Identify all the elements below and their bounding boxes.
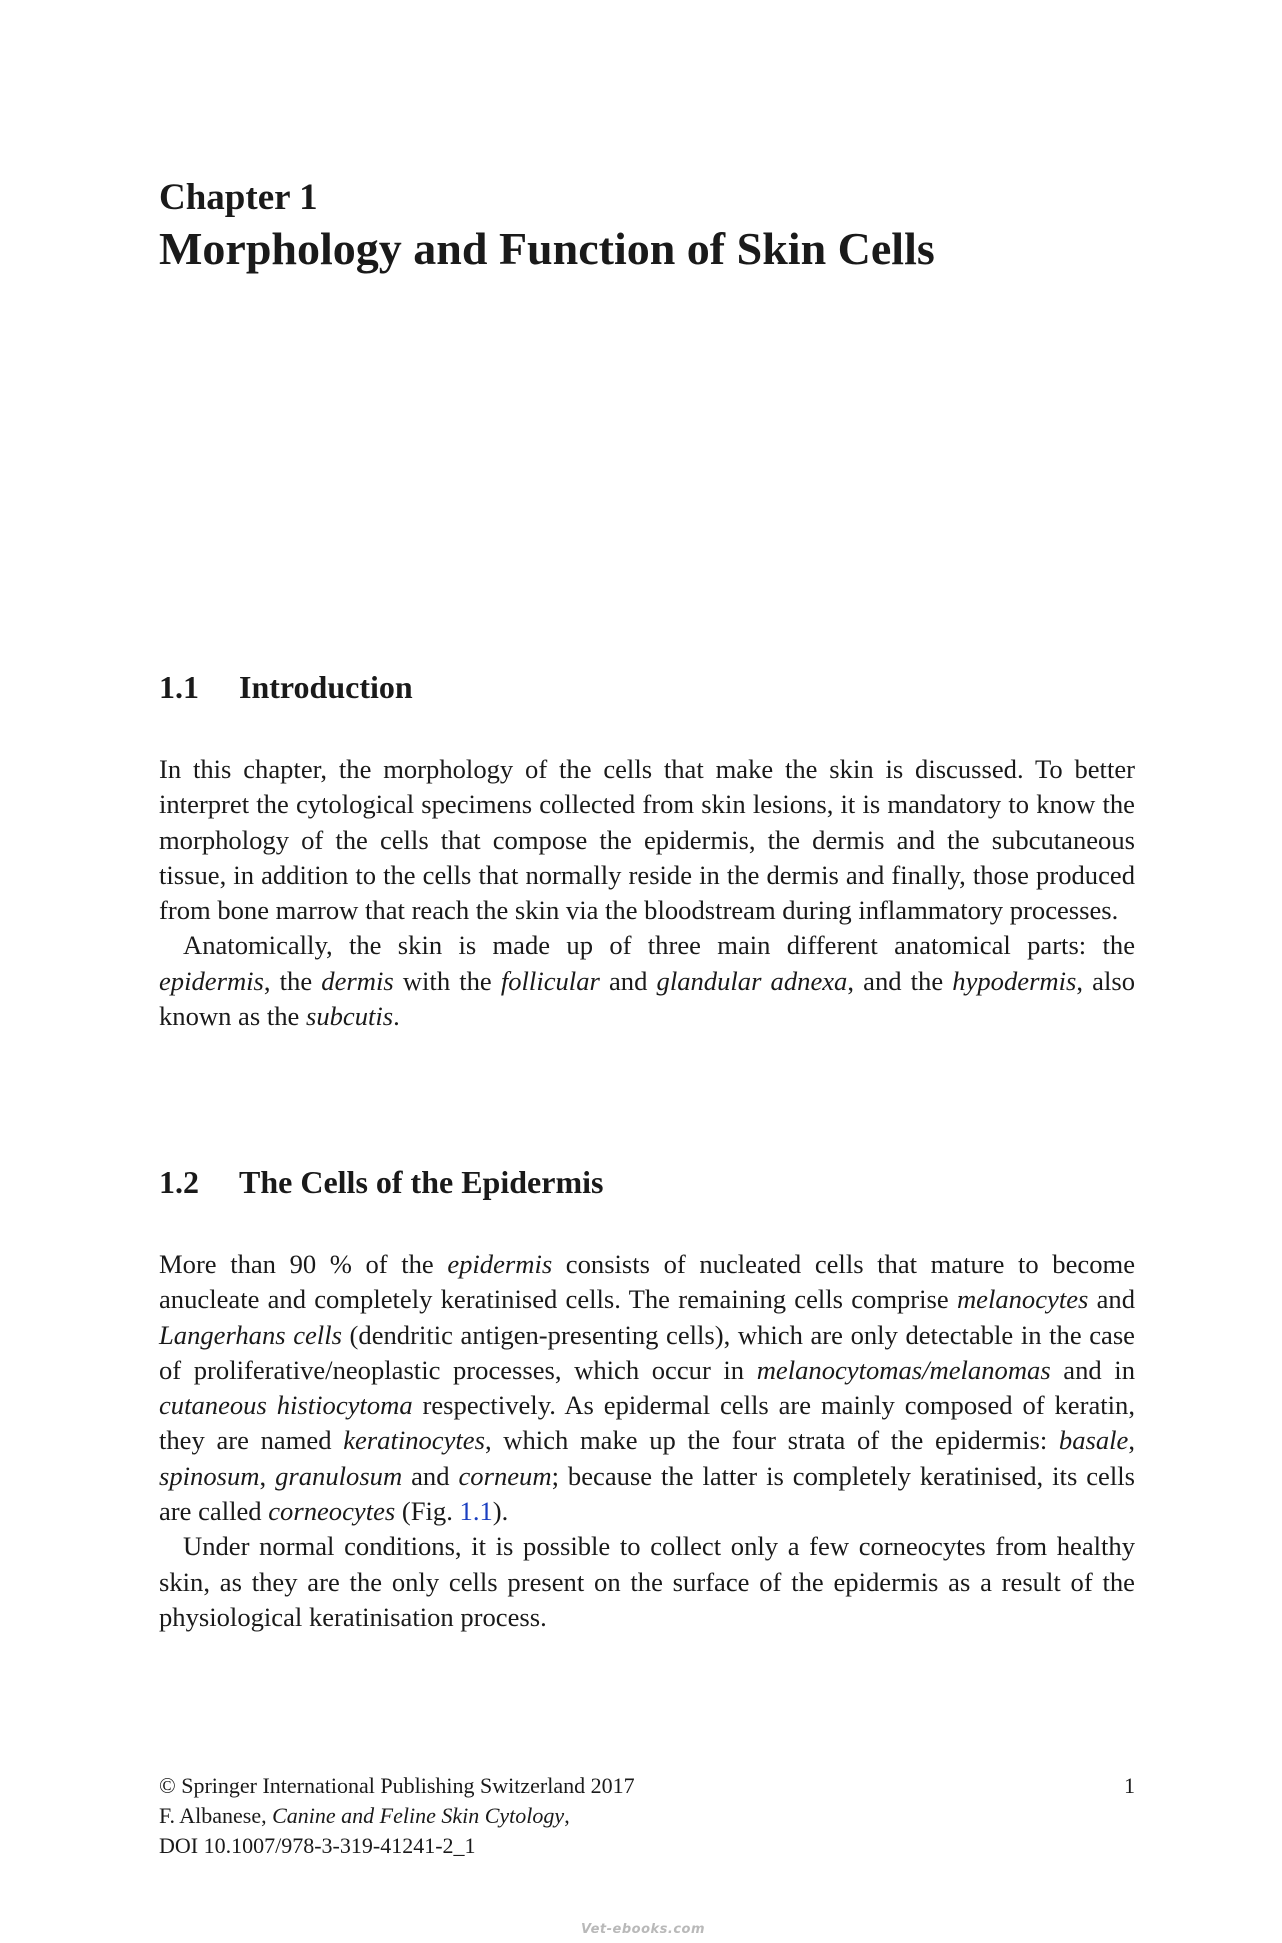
section-body-epidermis bbox=[159, 1247, 1135, 1635]
body-paragraph bbox=[159, 1529, 1135, 1635]
italic-term: epidermis bbox=[447, 1249, 553, 1279]
section-heading-introduction bbox=[159, 667, 413, 707]
watermark-logo: Vet-ebooks.com bbox=[581, 1922, 706, 1937]
doi-line: DOI 10.1007/978-3-319-41241-2_1 bbox=[159, 1833, 476, 1858]
citation-line bbox=[159, 1801, 1135, 1831]
section-title: The Cells of the Epidermis bbox=[239, 1164, 604, 1200]
text-run: Anatomically, the skin is made up of three main different anatomical parts: the bbox=[183, 930, 1135, 961]
text-run: , the bbox=[263, 965, 322, 996]
text-run: , which make up the four strata of the epidermis: bbox=[484, 1425, 1059, 1456]
italic-term: melanocytes bbox=[956, 1284, 1089, 1315]
italic-term: Langerhans cells bbox=[159, 1319, 342, 1350]
text-run: . bbox=[393, 1001, 400, 1032]
body-paragraph bbox=[159, 1247, 1135, 1529]
text-run: ; because the latter is completely keratinised, its cells are called bbox=[159, 1460, 1135, 1527]
section-number: 1.1 bbox=[159, 669, 199, 705]
citation-author: F. Albanese, bbox=[159, 1803, 273, 1828]
text-run: (dendritic antigen-presenting cells), which are only detectable in the case of proliferative/neoplastic processes, which occur in bbox=[159, 1319, 1135, 1385]
figure-reference-link[interactable]: 1.1 bbox=[459, 1496, 493, 1527]
text-run: More than 90 % of the bbox=[159, 1249, 448, 1279]
italic-term: glandular adnexa bbox=[656, 965, 848, 996]
italic-term: keratinocytes bbox=[343, 1425, 485, 1456]
text-run: and bbox=[1088, 1284, 1135, 1315]
chapter-label: Chapter 1 bbox=[159, 177, 318, 218]
section-number: 1.2 bbox=[159, 1164, 199, 1200]
text-run: (Fig. bbox=[395, 1496, 460, 1527]
text-run: and in bbox=[1050, 1354, 1135, 1385]
text-run: , bbox=[1128, 1425, 1135, 1456]
italic-term: subcutis bbox=[305, 1001, 394, 1032]
italic-term: corneocytes bbox=[268, 1496, 396, 1527]
italic-term: corneum bbox=[458, 1460, 552, 1491]
text-run: and bbox=[402, 1460, 459, 1491]
italic-term: spinosum bbox=[159, 1460, 260, 1491]
text-run: consists of nucleated cells that mature to become anucleate and completely keratinised cells. The remaining cells comprise bbox=[159, 1249, 1135, 1315]
italic-term: melanocytomas/melanomas bbox=[756, 1354, 1051, 1385]
text-run: ). bbox=[492, 1496, 509, 1527]
section-title: Introduction bbox=[239, 669, 413, 705]
text-run: , and the bbox=[847, 965, 953, 996]
text-run: Under normal conditions, it is possible to collect only a few corneocytes from healthy skin, as they are the only cells present on the surface of the epidermis as a result of the physiological keratinisation process. bbox=[159, 1531, 1135, 1632]
italic-term: cutaneous histiocytoma bbox=[159, 1390, 413, 1421]
text-run: In this chapter, the morphology of the cells that make the skin is discussed. To better interpret the cytological specimens collected from skin lesions, it is mandatory to know the morphology of the cells that compose the epidermis, the dermis and the subcutaneous tissue, in addition to the cells that normally reside in the dermis and finally, those produced from bone marrow that reach the skin via the bloodstream during inflammatory processes. bbox=[159, 754, 1135, 926]
text-run: , also known as the bbox=[159, 965, 1135, 1032]
italic-term: epidermis bbox=[159, 965, 264, 996]
copyright-line: © Springer International Publishing Switzerland 2017 bbox=[159, 1773, 635, 1798]
italic-term: follicular bbox=[500, 965, 600, 996]
italic-term: basale bbox=[1058, 1425, 1129, 1456]
copyright-footer bbox=[159, 1771, 1135, 1861]
section-heading-epidermis bbox=[159, 1162, 603, 1202]
citation-end: , bbox=[564, 1803, 570, 1828]
text-run: with the bbox=[393, 965, 501, 996]
citation-title: Canine and Feline Skin Cytology bbox=[272, 1803, 565, 1828]
italic-term: granulosum bbox=[275, 1460, 403, 1491]
body-paragraph bbox=[159, 928, 1135, 1034]
italic-term: hypodermis bbox=[952, 965, 1077, 996]
section-body-introduction bbox=[159, 752, 1135, 1034]
text-run: , bbox=[259, 1460, 276, 1491]
italic-term: dermis bbox=[321, 965, 394, 996]
page-number: 1 bbox=[1124, 1773, 1135, 1798]
chapter-title: Morphology and Function of Skin Cells bbox=[159, 223, 935, 274]
body-paragraph bbox=[159, 752, 1135, 928]
text-run: respectively. As epidermal cells are mainly composed of keratin, they are named bbox=[159, 1390, 1135, 1456]
text-run: and bbox=[599, 965, 657, 996]
